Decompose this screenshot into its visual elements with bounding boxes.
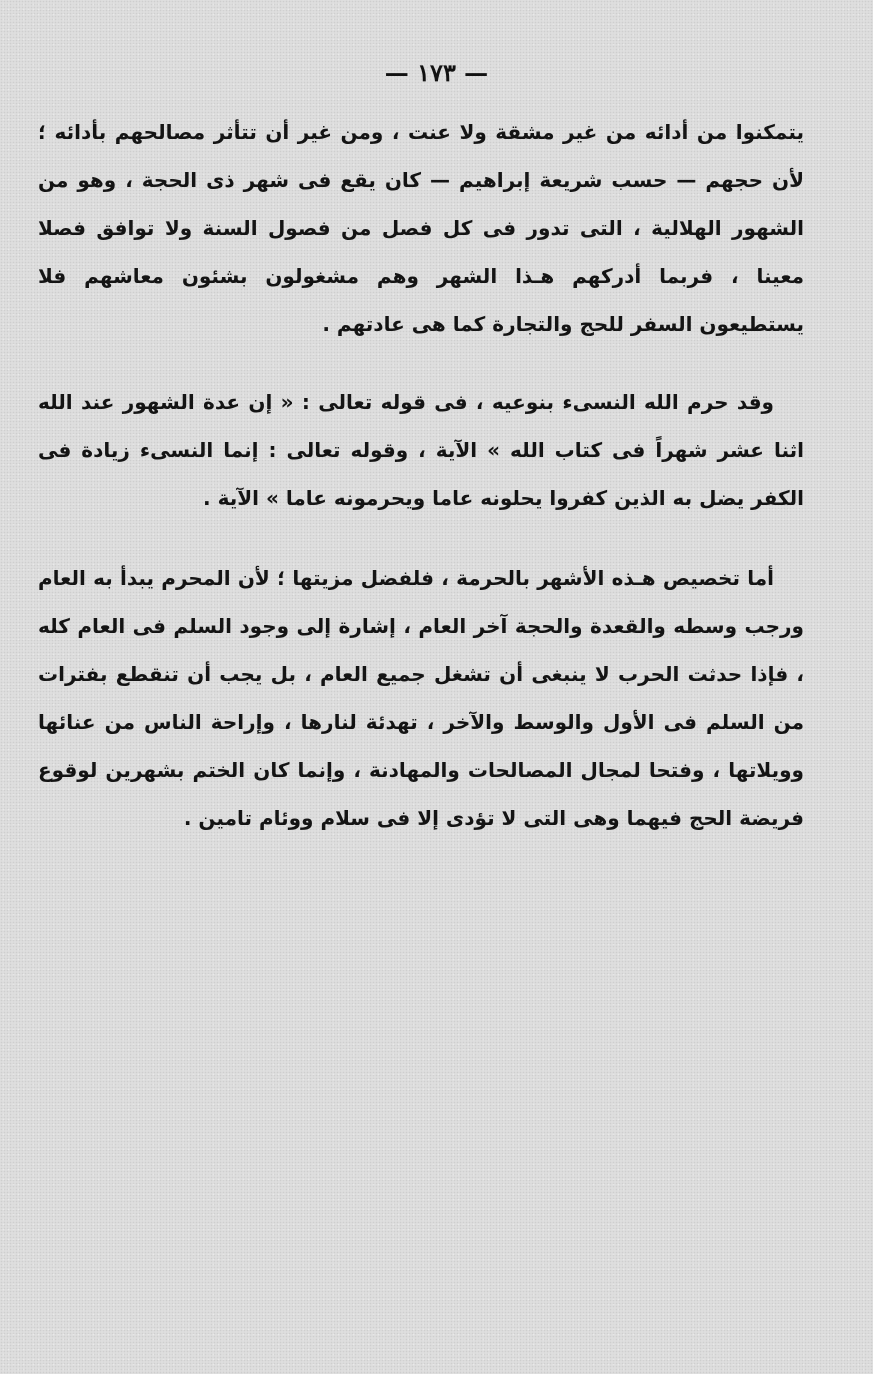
paragraph-2: وقد حرم الله النسىء بنوعيه ، فى قوله تعالى : « إن عدة الشهور عند الله اثنا عشر شهراً فى كتاب الله » الآية ، وقوله تعالى : إنما النسىء زيادة فى الكفر يضل به الذين كفروا يحلونه عاما ويحرمونه عاما » الآية . [38, 390, 804, 510]
page-number: — ١٧٣ — [384, 58, 489, 87]
paragraph-1: يتمكنوا من أدائه من غير مشقة ولا عنت ، ومن غير أن تتأثر مصالحهم بأدائه ؛ لأن حجهم — حسب شريعة إبراهيم — كان يقع فى شهر ذى الحجة ، وهو من الشهور الهلالية ، التى تدور فى كل فصل من فصول السنة ولا توافق فصلا معينا ، فربما أدركهم هـذا الشهر وهم مشغولون بشئون معاشهم فلا يستطيعون السفر للحج والتجارة كما هى عادتهم . [38, 120, 804, 336]
body-text [38, 108, 804, 842]
paragraph-3: أما تخصيص هـذه الأشهر بالحرمة ، فلفضل مزيتها ؛ لأن المحرم يبدأ به العام ورجب وسطه والقعدة والحجة آخر العام ، إشارة إلى وجود السلم فى العام كله ، فإذا حدثت الحرب لا ينبغى أن تشغل جميع العام ، بل يجب أن تنقطع بفترات من السلم فى الأول والوسط والآخر ، تهدئة لنارها ، وإراحة الناس من عنائها وويلاتها ، وفتحا لمجال المصالحات والمهادنة ، وإنما كان الختم بشهرين لوقوع فريضة الحج فيهما وهى التى لا تؤدى إلا فى سلام ووئام تامين . [38, 566, 804, 830]
